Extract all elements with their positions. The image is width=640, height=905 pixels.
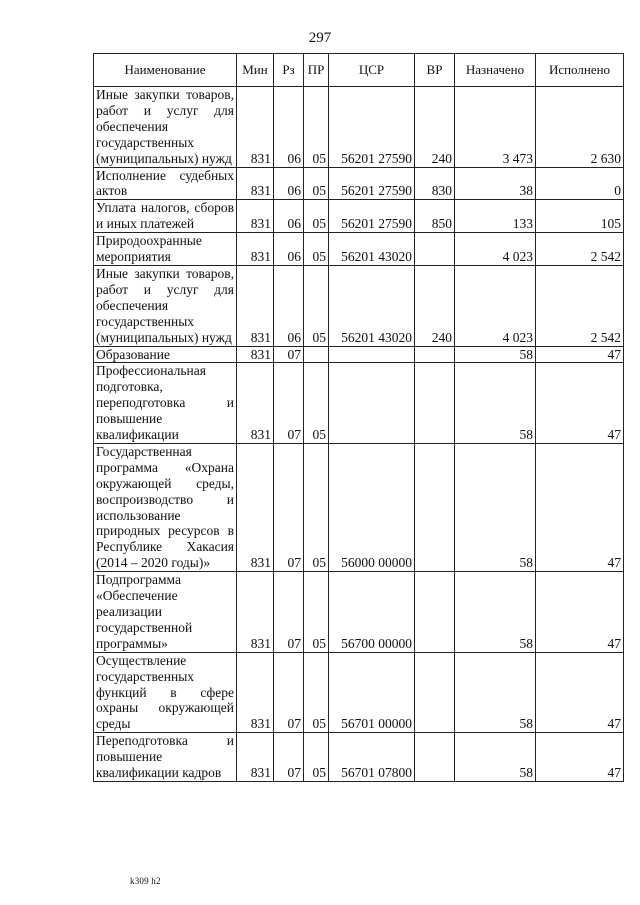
cell-csr: 56701 00000 — [329, 652, 415, 733]
cell-vr — [415, 346, 455, 363]
table-row — [94, 572, 624, 653]
footer-code: k309 h2 — [130, 876, 161, 886]
cell-assigned: 58 — [455, 363, 536, 444]
cell-name: Исполнение судебных актов — [94, 167, 237, 200]
cell-min: 831 — [237, 87, 274, 168]
cell-assigned: 58 — [455, 733, 536, 782]
cell-pr: 05 — [304, 233, 329, 266]
cell-executed: 2 542 — [536, 265, 624, 346]
cell-vr — [415, 443, 455, 571]
table-row — [94, 443, 624, 571]
cell-executed: 0 — [536, 167, 624, 200]
table-row — [94, 346, 624, 363]
table-row — [94, 733, 624, 782]
table-row — [94, 265, 624, 346]
cell-pr: 05 — [304, 652, 329, 733]
cell-min: 831 — [237, 443, 274, 571]
cell-name: Профессиональная подготовка, переподготовка и повышение квалификации — [94, 363, 237, 444]
cell-name: Государственная программа «Охрана окружающей среды, воспроизводство и использование природных ресурсов в Республике Хакасия (2014 – 2020 годы)» — [94, 443, 237, 571]
cell-pr: 05 — [304, 87, 329, 168]
cell-pr: 05 — [304, 572, 329, 653]
cell-vr — [415, 733, 455, 782]
cell-rz: 07 — [274, 346, 304, 363]
cell-assigned: 58 — [455, 652, 536, 733]
cell-vr — [415, 363, 455, 444]
cell-pr: 05 — [304, 443, 329, 571]
cell-csr: 56000 00000 — [329, 443, 415, 571]
cell-csr — [329, 346, 415, 363]
cell-name: Переподготовка и повышение квалификации кадров — [94, 733, 237, 782]
cell-rz: 07 — [274, 652, 304, 733]
cell-rz: 07 — [274, 733, 304, 782]
cell-executed: 47 — [536, 572, 624, 653]
cell-pr: 05 — [304, 733, 329, 782]
cell-executed: 105 — [536, 200, 624, 233]
cell-vr: 240 — [415, 87, 455, 168]
column-header-vr: ВР — [415, 54, 455, 87]
cell-pr: 05 — [304, 363, 329, 444]
table-row — [94, 167, 624, 200]
cell-name: Подпрограмма «Обеспечение реализации государственной программы» — [94, 572, 237, 653]
column-header-min: Мин — [237, 54, 274, 87]
cell-rz: 06 — [274, 87, 304, 168]
column-header-assigned: Назначено — [455, 54, 536, 87]
cell-vr — [415, 572, 455, 653]
cell-csr — [329, 363, 415, 444]
cell-name: Образование — [94, 346, 237, 363]
cell-vr: 830 — [415, 167, 455, 200]
cell-rz: 07 — [274, 363, 304, 444]
table-row — [94, 363, 624, 444]
cell-vr — [415, 233, 455, 266]
column-header-pr: ПР — [304, 54, 329, 87]
cell-assigned: 58 — [455, 443, 536, 571]
cell-assigned: 58 — [455, 346, 536, 363]
table-row — [94, 652, 624, 733]
cell-vr: 850 — [415, 200, 455, 233]
cell-min: 831 — [237, 167, 274, 200]
cell-csr: 56700 00000 — [329, 572, 415, 653]
table-row — [94, 233, 624, 266]
cell-pr: 05 — [304, 265, 329, 346]
cell-csr: 56701 07800 — [329, 733, 415, 782]
column-header-rz: Рз — [274, 54, 304, 87]
cell-vr: 240 — [415, 265, 455, 346]
cell-executed: 2 630 — [536, 87, 624, 168]
column-header-csr: ЦСР — [329, 54, 415, 87]
cell-assigned: 58 — [455, 572, 536, 653]
cell-rz: 06 — [274, 265, 304, 346]
cell-name: Иные закупки товаров, работ и услуг для обеспечения государственных (муниципальных) нужд — [94, 265, 237, 346]
cell-min: 831 — [237, 363, 274, 444]
cell-min: 831 — [237, 572, 274, 653]
cell-assigned: 3 473 — [455, 87, 536, 168]
table-body — [94, 87, 624, 782]
cell-executed: 47 — [536, 363, 624, 444]
cell-csr: 56201 43020 — [329, 233, 415, 266]
cell-min: 831 — [237, 200, 274, 233]
cell-min: 831 — [237, 265, 274, 346]
cell-vr — [415, 652, 455, 733]
cell-executed: 2 542 — [536, 233, 624, 266]
cell-executed: 47 — [536, 733, 624, 782]
cell-csr: 56201 27590 — [329, 87, 415, 168]
cell-executed: 47 — [536, 346, 624, 363]
table-row — [94, 200, 624, 233]
page-number: 297 — [308, 30, 332, 46]
cell-assigned: 4 023 — [455, 233, 536, 266]
cell-assigned: 4 023 — [455, 265, 536, 346]
table-header-row — [94, 54, 624, 87]
cell-rz: 06 — [274, 233, 304, 266]
column-header-executed: Исполнено — [536, 54, 624, 87]
budget-table — [93, 53, 624, 782]
cell-rz: 06 — [274, 200, 304, 233]
cell-rz: 06 — [274, 167, 304, 200]
cell-min: 831 — [237, 233, 274, 266]
cell-rz: 07 — [274, 443, 304, 571]
cell-assigned: 38 — [455, 167, 536, 200]
cell-assigned: 133 — [455, 200, 536, 233]
cell-name: Осуществление государственных функций в сфере охраны окружающей среды — [94, 652, 237, 733]
cell-pr: 05 — [304, 167, 329, 200]
cell-csr: 56201 43020 — [329, 265, 415, 346]
column-header-name: Наименование — [94, 54, 237, 87]
cell-min: 831 — [237, 652, 274, 733]
cell-min: 831 — [237, 346, 274, 363]
cell-rz: 07 — [274, 572, 304, 653]
cell-csr: 56201 27590 — [329, 200, 415, 233]
cell-executed: 47 — [536, 652, 624, 733]
cell-executed: 47 — [536, 443, 624, 571]
cell-pr — [304, 346, 329, 363]
cell-min: 831 — [237, 733, 274, 782]
table-row — [94, 87, 624, 168]
cell-name: Природоохранные мероприятия — [94, 233, 237, 266]
cell-csr: 56201 27590 — [329, 167, 415, 200]
cell-name: Уплата налогов, сборов и иных платежей — [94, 200, 237, 233]
cell-pr: 05 — [304, 200, 329, 233]
cell-name: Иные закупки товаров, работ и услуг для обеспечения государственных (муниципальных) нужд — [94, 87, 237, 168]
